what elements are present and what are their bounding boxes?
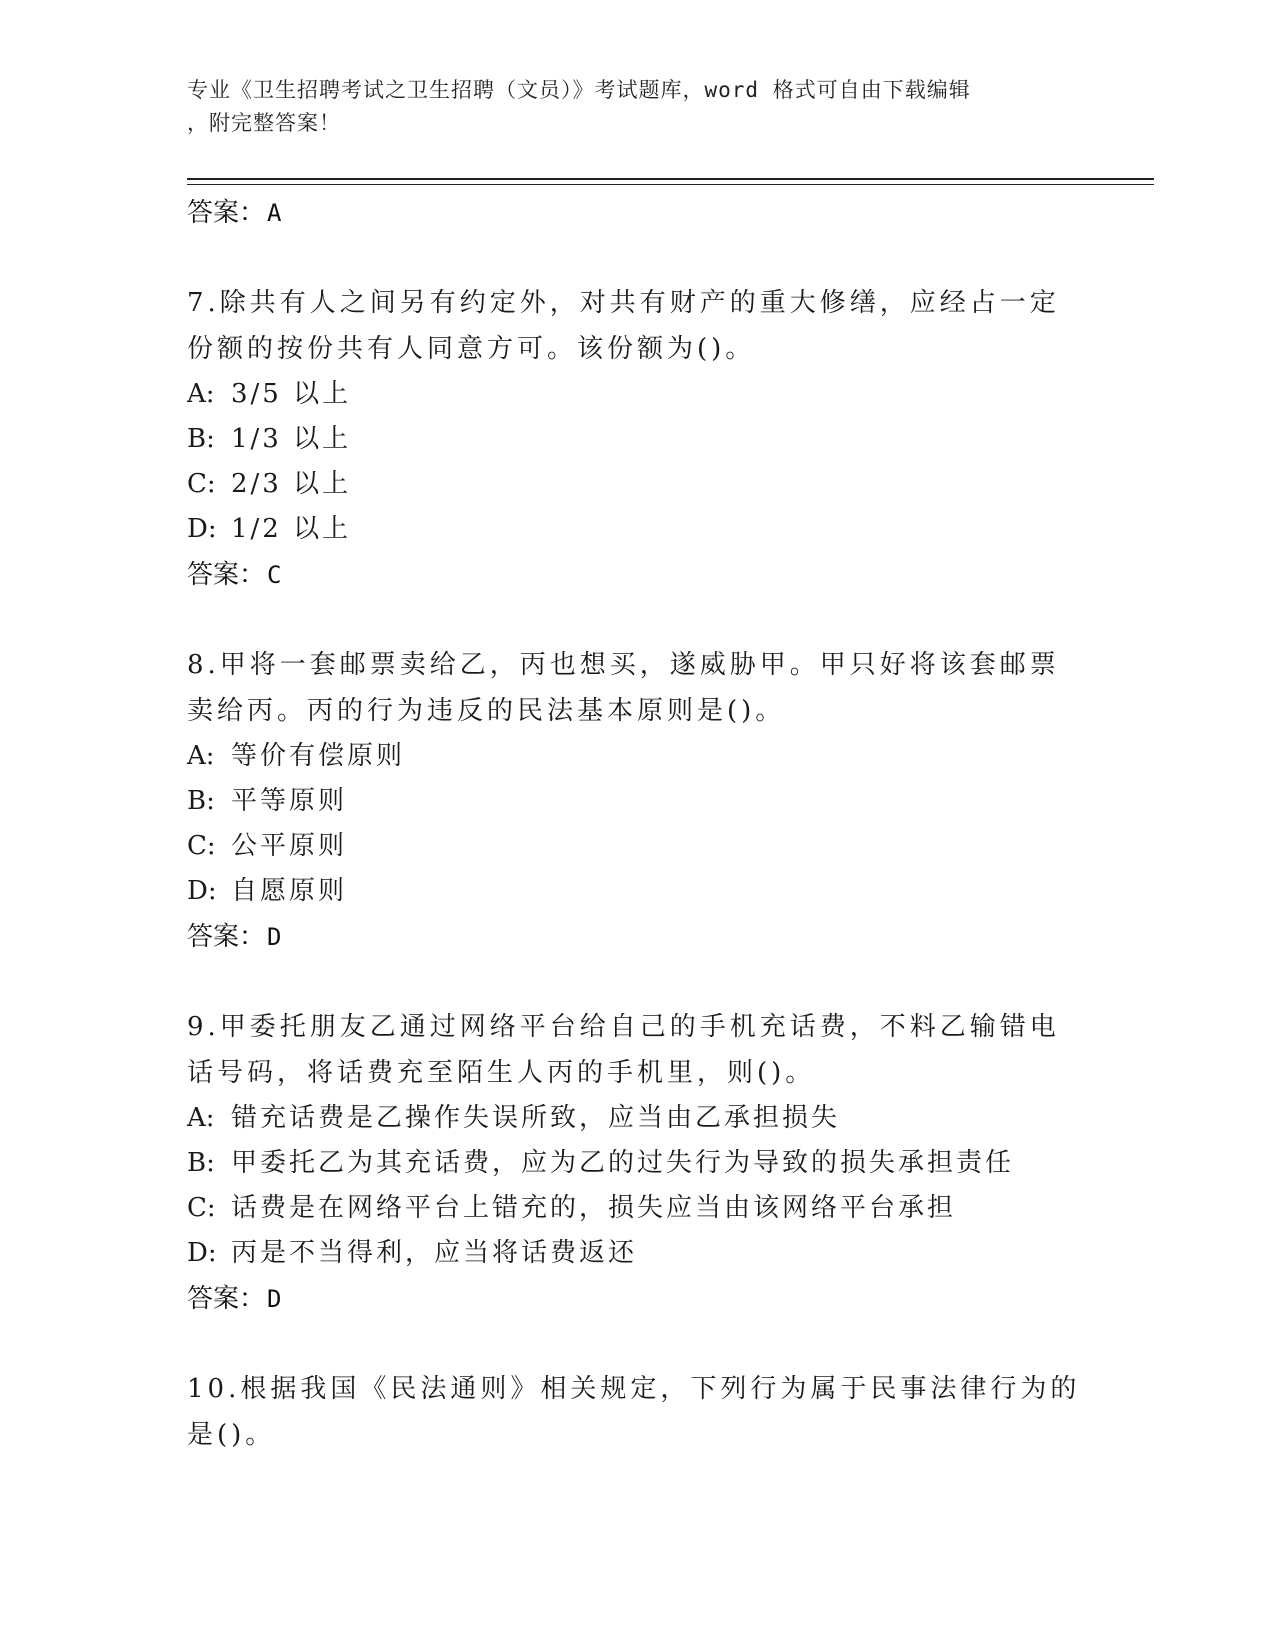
option-letter: D: [187, 876, 217, 906]
answer-line-q6 [187, 190, 1087, 236]
option-letter: D: [187, 1238, 217, 1268]
option-letter: C: [187, 831, 216, 861]
option-d [187, 869, 1087, 914]
option-text: 1/2 以上 [231, 514, 352, 544]
option-text: 平等原则 [231, 786, 348, 816]
option-a [187, 372, 1087, 417]
option-letter: A: [187, 1103, 215, 1133]
option-c [187, 824, 1087, 869]
option-b [187, 779, 1087, 824]
header-rule-thick [187, 178, 1154, 180]
option-text: 丙是不当得利，应当将话费返还 [231, 1238, 638, 1268]
option-letter: D: [187, 514, 217, 544]
question-9 [187, 1004, 1087, 1322]
question-stem: 10.根据我国《民法通则》相关规定，下列行为属于民事法律行为的是()。 [187, 1374, 1081, 1450]
header-line-1: 专业《卫生招聘考试之卫生招聘（文员）》考试题库，word 格式可自由下载编辑 [187, 78, 971, 102]
answer-label: 答案： [187, 1284, 266, 1314]
option-text: 错充话费是乙操作失误所致，应当由乙承担损失 [231, 1103, 841, 1133]
option-text: 1/3 以上 [231, 424, 352, 454]
option-letter: C: [187, 469, 216, 499]
option-letter: B: [187, 1148, 215, 1178]
option-c [187, 1186, 1087, 1231]
document-body [187, 190, 1087, 1458]
answer-label: 答案： [187, 922, 266, 952]
option-b [187, 417, 1087, 462]
question-7 [187, 280, 1087, 598]
header-rule-thin [187, 184, 1154, 185]
option-letter: A: [187, 741, 215, 771]
option-text: 3/5 以上 [231, 379, 352, 409]
question-8 [187, 642, 1087, 960]
answer-label: 答案： [187, 560, 266, 590]
answer-value: D [267, 1285, 282, 1313]
option-d [187, 1231, 1087, 1276]
option-text: 自愿原则 [231, 876, 348, 906]
option-letter: B: [187, 424, 215, 454]
question-stem: 9.甲委托朋友乙通过网络平台给自己的手机充话费，不料乙输错电话号码，将话费充至陌生人丙的手机里，则()。 [187, 1012, 1060, 1088]
option-text: 公平原则 [231, 831, 348, 861]
question-stem: 8.甲将一套邮票卖给乙，丙也想买，遂威胁甲。甲只好将该套邮票卖给丙。丙的行为违反的民法基本原则是()。 [187, 650, 1060, 726]
option-text: 2/3 以上 [231, 469, 352, 499]
option-a [187, 734, 1087, 779]
option-letter: C: [187, 1193, 216, 1223]
answer-line [187, 914, 1087, 960]
answer-label: 答案： [187, 198, 266, 228]
question-10 [187, 1366, 1087, 1458]
page-header [187, 74, 1067, 140]
answer-line [187, 1276, 1087, 1322]
option-letter: B: [187, 786, 215, 816]
answer-value: D [267, 923, 282, 951]
header-line-2: ，附完整答案！ [187, 111, 341, 135]
answer-line [187, 552, 1087, 598]
option-b [187, 1141, 1087, 1186]
option-letter: A: [187, 379, 215, 409]
question-stem: 7.除共有人之间另有约定外，对共有财产的重大修缮，应经占一定份额的按份共有人同意方可。该份额为()。 [187, 288, 1060, 364]
answer-value: C [267, 561, 282, 589]
option-c [187, 462, 1087, 507]
option-d [187, 507, 1087, 552]
answer-value: A [267, 199, 282, 227]
option-text: 等价有偿原则 [231, 741, 406, 771]
option-text: 甲委托乙为其充话费，应为乙的过失行为导致的损失承担责任 [231, 1148, 1015, 1178]
option-text: 话费是在网络平台上错充的，损失应当由该网络平台承担 [231, 1193, 957, 1223]
option-a [187, 1096, 1087, 1141]
